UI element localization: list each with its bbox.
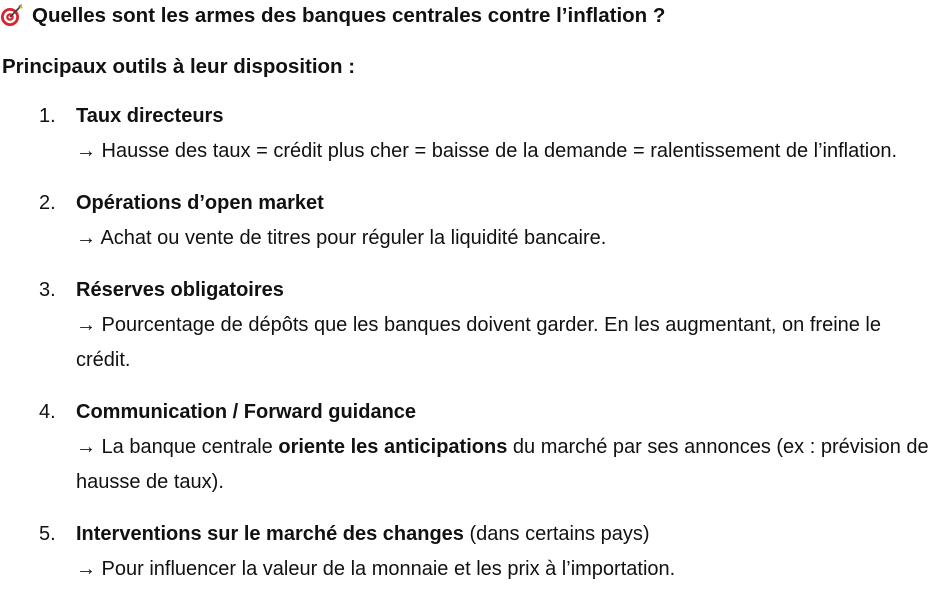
- item-title: Communication / Forward guidance: [76, 401, 417, 423]
- list-item: [0, 517, 929, 587]
- item-description: → Pourcentage de dépôts que les banques doivent garder. En les augmentant, on freine le crédit.: [76, 314, 881, 371]
- item-description: → La banque centrale oriente les anticipations du marché par ses annonces (ex : prévision de hausse de taux).: [76, 436, 929, 493]
- target-icon: [0, 3, 24, 27]
- item-number: 5.: [39, 523, 56, 545]
- item-number: 2.: [39, 192, 56, 214]
- item-title: Opérations d’open market: [76, 192, 324, 214]
- item-description: → Hausse des taux = crédit plus cher = baisse de la demande = ralentissement de l’inflation.: [76, 140, 898, 162]
- item-description: → Pour influencer la valeur de la monnaie et les prix à l’importation.: [76, 558, 676, 580]
- item-title: Taux directeurs: [76, 105, 224, 127]
- item-title: Réserves obligatoires: [76, 279, 284, 301]
- item-title: Interventions sur le marché des changes (dans certains pays): [76, 523, 650, 545]
- item-description: → Achat ou vente de titres pour réguler la liquidité bancaire.: [76, 227, 607, 249]
- item-number: 3.: [39, 279, 56, 301]
- list-item: [0, 99, 929, 169]
- item-number: 1.: [39, 105, 56, 127]
- tools-list: [0, 99, 929, 604]
- item-number: 4.: [39, 401, 56, 423]
- section-subheading: Principaux outils à leur disposition :: [2, 55, 356, 78]
- document-heading: [0, 0, 665, 32]
- list-item: [0, 186, 929, 256]
- heading-text: Quelles sont les armes des banques centrales contre l’inflation ?: [32, 3, 666, 27]
- list-item: [0, 273, 929, 378]
- list-item: [0, 395, 929, 500]
